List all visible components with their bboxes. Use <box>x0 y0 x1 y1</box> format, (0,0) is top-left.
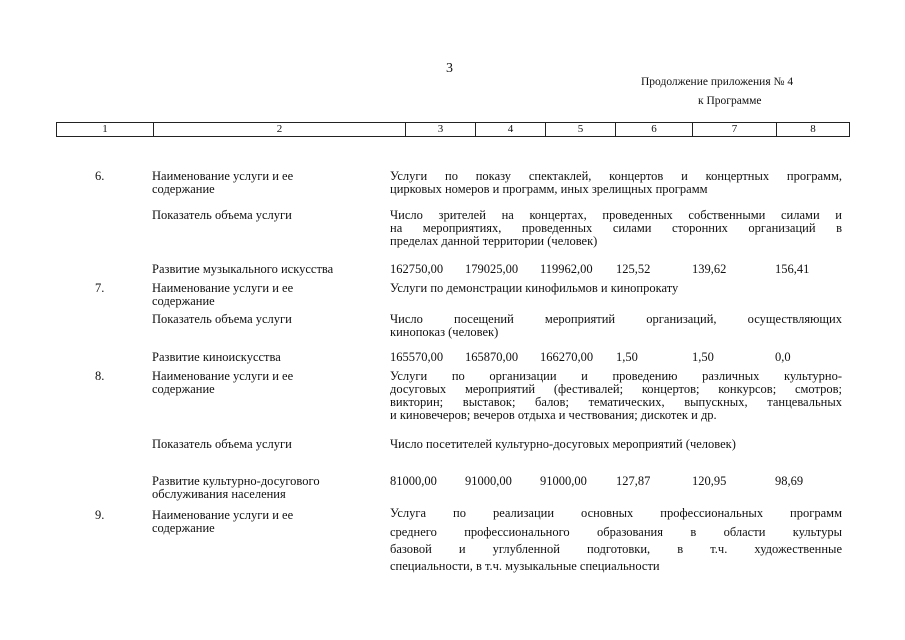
value-cell: 98,69 <box>775 474 804 488</box>
column-number: 1 <box>57 123 154 136</box>
column-number-header <box>56 122 850 137</box>
value-cell: 119962,00 <box>540 262 593 276</box>
value-cell: 0,0 <box>775 350 791 364</box>
indicator-description-line: кинопоказ (человек) <box>390 325 499 339</box>
item-number: 6. <box>95 169 105 183</box>
value-cell: 165870,00 <box>465 350 519 364</box>
volume-indicator-label: Показатель объема услуги <box>152 208 292 222</box>
indicator-description-line: на мероприятиях, проведенных силами сторонних организаций в <box>390 221 842 235</box>
item-number: 8. <box>95 369 105 383</box>
page-number: 3 <box>446 61 453 76</box>
value-cell: 81000,00 <box>390 474 437 488</box>
service-description-line: Услуги по организации и проведению различных культурно- <box>390 369 842 383</box>
program-name: Развитие киноискусства <box>152 350 281 364</box>
value-cell: 127,87 <box>616 474 651 488</box>
service-name-label: Наименование услуги и ее содержание <box>152 169 294 196</box>
appendix-header-line2: к Программе <box>698 95 762 107</box>
indicator-description-line: Число посещений мероприятий организаций, осуществляющих <box>390 312 842 326</box>
service-description-line: специальности, в т.ч. музыкальные специальности <box>390 559 660 573</box>
service-description-line: викторин; выставок; балов; тематических, выпускных, танцевальных <box>390 395 842 409</box>
volume-indicator-label: Показатель объема услуги <box>152 437 292 451</box>
service-description-line: досуговых мероприятий (фестивалей; концертов; конкурсов; смотров; <box>390 382 842 396</box>
value-cell: 120,95 <box>692 474 727 488</box>
value-cell: 166270,00 <box>540 350 594 364</box>
column-number: 6 <box>616 123 693 136</box>
service-name-label: Наименование услуги и ее содержание <box>152 281 294 308</box>
column-number: 3 <box>406 123 476 136</box>
service-description-line: и киновечеров; вечеров отдыха и чествования; дискотек и др. <box>390 408 717 422</box>
service-description-line: Услуги по демонстрации кинофильмов и кинопрокату <box>390 281 679 295</box>
column-number: 4 <box>476 123 546 136</box>
column-number: 8 <box>810 123 816 135</box>
service-name-label: Наименование услуги и ее содержание <box>152 369 294 396</box>
value-cell: 162750,00 <box>390 262 444 276</box>
indicator-description-line: пределах данной территории (человек) <box>390 234 598 248</box>
service-description-line: среднего профессионального образования в области культуры <box>390 525 842 539</box>
item-number: 7. <box>95 281 105 295</box>
service-description-line: Услуга по реализации основных профессиональных программ <box>390 506 842 520</box>
volume-indicator-label: Показатель объема услуги <box>152 312 292 326</box>
service-description-line: базовой и углубленной подготовки, в т.ч. художественные <box>390 542 842 556</box>
value-cell: 1,50 <box>692 350 714 364</box>
column-number: 7 <box>693 123 777 136</box>
value-cell: 139,62 <box>692 262 727 276</box>
service-description-line: цирковых номеров и программ, иных зрелищных программ <box>390 182 708 196</box>
value-cell: 165570,00 <box>390 350 444 364</box>
value-cell: 91000,00 <box>540 474 587 488</box>
value-cell: 179025,00 <box>465 262 519 276</box>
column-number: 5 <box>546 123 616 136</box>
program-name: Развитие культурно-досугового обслуживания населения <box>152 474 320 501</box>
value-cell: 91000,00 <box>465 474 512 488</box>
program-name: Развитие музыкального искусства <box>152 262 334 276</box>
item-number: 9. <box>95 508 105 522</box>
indicator-description-line: Число зрителей на концертах, проведенных собственными силами и <box>390 208 842 222</box>
value-cell: 125,52 <box>616 262 651 276</box>
appendix-header-line1: Продолжение приложения № 4 <box>641 76 794 88</box>
column-number: 2 <box>154 123 406 136</box>
indicator-description-line: Число посетителей культурно-досуговых мероприятий (человек) <box>390 437 736 451</box>
service-description-line: Услуги по показу спектаклей, концертов и концертных программ, <box>390 169 842 183</box>
service-name-label: Наименование услуги и ее содержание <box>152 508 294 535</box>
value-cell: 1,50 <box>616 350 638 364</box>
value-cell: 156,41 <box>775 262 810 276</box>
